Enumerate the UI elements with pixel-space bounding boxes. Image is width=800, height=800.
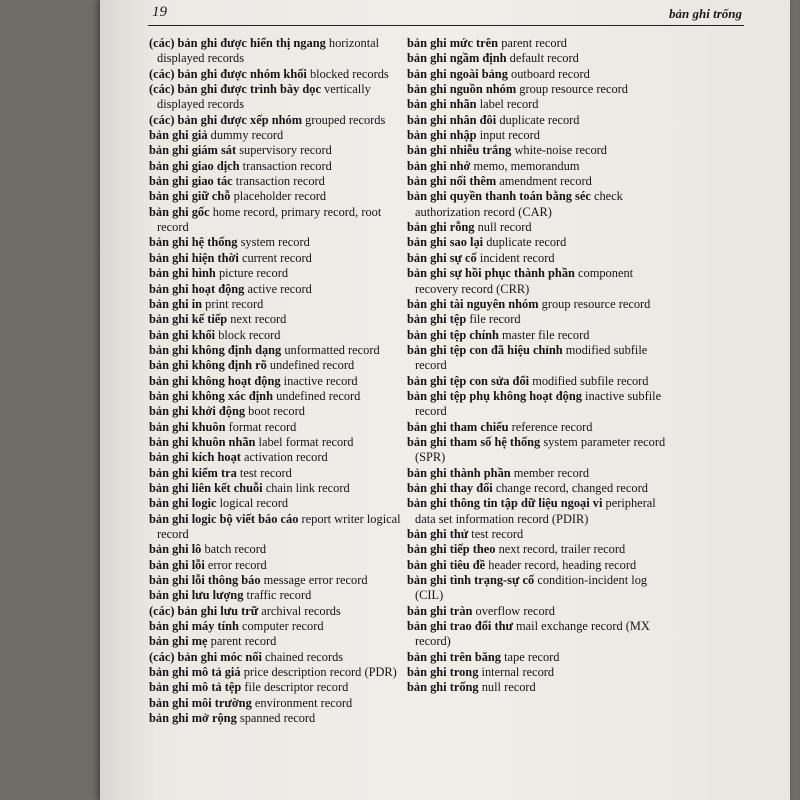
entry-term: bản ghi quyền thanh toán bằng séc: [407, 189, 591, 204]
entry-gloss: format record: [228, 419, 297, 434]
entry-term: bản ghi kế tiếp: [149, 312, 228, 327]
entry-gloss: label format record: [258, 434, 354, 449]
entry-gloss: unformatted record: [284, 342, 380, 357]
entry-term: bản ghi thử: [407, 527, 469, 541]
entry-gloss: component recovery record (CRR): [415, 266, 634, 296]
entry-term: bản ghi tệp: [407, 312, 467, 327]
entry-gloss: environment record: [254, 695, 353, 710]
dictionary-entry: [407, 420, 677, 435]
entry-gloss: file record: [469, 312, 521, 327]
dictionary-entry: [149, 128, 404, 143]
entry-term: bản ghi không xác định: [149, 388, 273, 403]
entry-term: bản ghi thông tin tập dữ liệu ngoại vi: [407, 496, 603, 511]
dictionary-entry: [149, 358, 404, 373]
entry-gloss: grouped records: [305, 112, 386, 127]
entry-term: bản ghi trên băng: [407, 649, 501, 664]
entry-gloss: boot record: [248, 404, 305, 419]
entry-gloss: tape record: [504, 649, 560, 664]
dictionary-entry: [149, 67, 404, 82]
dictionary-entry: [407, 235, 677, 250]
entry-gloss: price description record (PDR): [243, 665, 397, 680]
dictionary-entry: [407, 496, 677, 527]
dictionary-entry: [407, 312, 677, 327]
entry-term: bản ghi tiếp theo: [407, 542, 496, 557]
dictionary-entry: [149, 634, 404, 649]
entry-gloss: inactive subfile record: [415, 388, 662, 419]
dictionary-entry: [149, 450, 404, 465]
entry-term: (các) bản ghi lưu trữ: [149, 603, 259, 618]
dictionary-entry: [407, 527, 677, 542]
entry-term: (các) bản ghi được trình bày dọc: [149, 82, 321, 97]
dictionary-entry: [149, 312, 404, 327]
entry-gloss: undefined record: [269, 358, 355, 373]
entry-gloss: traffic record: [246, 588, 312, 603]
dictionary-entry: [407, 297, 677, 312]
entry-gloss: active record: [247, 281, 312, 296]
entry-term: bản ghi thay đổi: [407, 480, 493, 495]
dictionary-entry: [149, 696, 404, 711]
dictionary-entry: [407, 266, 677, 297]
dictionary-entry: [149, 604, 404, 619]
entry-term: bản ghi nguồn nhóm: [407, 82, 517, 97]
entry-gloss: transaction record: [242, 158, 332, 173]
entry-term: bản ghi kích hoạt: [149, 450, 241, 465]
dictionary-entry: [149, 159, 404, 174]
entry-term: bản ghi tài nguyên nhóm: [407, 296, 539, 311]
entry-term: bản ghi mô tả giá: [149, 665, 241, 680]
entry-gloss: dummy record: [210, 128, 284, 143]
entry-term: bản ghi nhập: [407, 128, 477, 143]
entry-gloss: master file record: [502, 327, 590, 342]
entry-gloss: blocked records: [309, 66, 389, 81]
dictionary-entry: [149, 435, 404, 450]
dictionary-entry: [149, 619, 404, 634]
entry-gloss: next record, trailer record: [498, 542, 626, 557]
entry-term: bản ghi rỗng: [407, 220, 475, 235]
entry-gloss: reference record: [511, 419, 593, 434]
entry-term: bản ghi tham chiếu: [407, 419, 509, 434]
entry-term: bản ghi nhiễu trắng: [407, 143, 512, 158]
entry-gloss: system parameter record (SPR): [415, 434, 666, 465]
entry-term: bản ghi nhân đôi: [407, 112, 497, 127]
entry-term: bản ghi tệp chính: [407, 327, 499, 342]
entry-gloss: check authorization record (CAR): [415, 189, 623, 219]
entry-term: bản ghi hiện thời: [149, 250, 239, 265]
dictionary-entry: [407, 97, 677, 112]
entry-term: bản ghi giám sát: [149, 143, 237, 158]
dictionary-entry: [149, 343, 404, 358]
running-head: bản ghi trống: [669, 6, 742, 21]
entry-gloss: horizontal displayed records: [157, 36, 380, 66]
dictionary-entry: [149, 573, 404, 588]
entry-term: bản ghi lô: [149, 542, 202, 557]
dictionary-entry: [407, 680, 677, 695]
entry-gloss: header record, heading record: [488, 557, 637, 572]
dictionary-entry: [407, 389, 677, 420]
entry-term: bản ghi sự hồi phục thành phần: [407, 266, 575, 281]
entry-term: (các) bản ghi được hiển thị ngang: [149, 36, 326, 50]
entry-term: bản ghi tệp phụ không hoạt động: [407, 388, 582, 403]
entry-term: bản ghi logic bộ viết báo cáo: [149, 511, 299, 526]
dictionary-entry: [407, 650, 677, 665]
entry-term: bản ghi tệp con sửa đổi: [407, 373, 530, 388]
entry-term: bản ghi mô tả tệp: [149, 680, 242, 695]
entry-gloss: home record, primary record, root record: [157, 204, 382, 235]
entry-gloss: change record, changed record: [495, 480, 648, 495]
entry-gloss: group resource record: [541, 296, 651, 311]
dictionary-entry: [149, 36, 404, 67]
entry-gloss: message error record: [263, 573, 368, 588]
dictionary-entry: [149, 481, 404, 496]
dictionary-entry: [407, 665, 677, 680]
dictionary-entry: [407, 604, 677, 619]
entry-gloss: label record: [479, 97, 539, 112]
entry-gloss: test record: [471, 527, 524, 541]
entry-term: bản ghi in: [149, 296, 203, 311]
dictionary-entry: [149, 680, 404, 695]
entry-gloss: null record: [481, 680, 536, 695]
header-rule: [148, 25, 744, 26]
left-column: [149, 36, 404, 726]
dictionary-entry: [149, 496, 404, 511]
dictionary-entry: [149, 297, 404, 312]
entry-gloss: archival records: [261, 603, 341, 618]
entry-term: bản ghi mở rộng: [149, 711, 237, 726]
entry-term: bản ghi kiểm tra: [149, 465, 237, 480]
dictionary-entry: [407, 343, 677, 374]
dictionary-entry: [149, 389, 404, 404]
entry-gloss: modified subfile record: [532, 373, 649, 388]
entry-gloss: default record: [509, 51, 579, 66]
entry-gloss: system record: [240, 235, 310, 250]
entry-term: bản ghi lỗi: [149, 557, 205, 572]
dictionary-entry: [149, 174, 404, 189]
entry-gloss: error record: [207, 557, 267, 572]
entry-gloss: computer record: [241, 619, 324, 634]
entry-gloss: test record: [239, 465, 292, 480]
entry-gloss: memo, memorandum: [473, 158, 580, 173]
entry-term: bản ghi logic: [149, 496, 217, 511]
entry-term: bản ghi mức trên: [407, 36, 499, 50]
dictionary-entry: [407, 542, 677, 557]
dictionary-entry: [407, 159, 677, 174]
entry-gloss: report writer logical record: [157, 511, 401, 541]
dictionary-entry: [407, 466, 677, 481]
dictionary-entry: [407, 189, 677, 220]
entry-term: bản ghi ngoài bảng: [407, 66, 508, 81]
dictionary-entry: [407, 619, 677, 650]
entry-term: (các) bản ghi móc nối: [149, 649, 262, 664]
entry-term: bản ghi không hoạt động: [149, 373, 281, 388]
dictionary-entry: [149, 404, 404, 419]
dictionary-entry: [149, 665, 404, 680]
dictionary-entry: [407, 51, 677, 66]
entry-gloss: vertically displayed records: [157, 82, 371, 112]
entry-term: bản ghi tham số hệ thống: [407, 434, 541, 449]
dictionary-entry: [149, 189, 404, 204]
entry-gloss: overflow record: [475, 603, 555, 618]
dictionary-entry: [149, 711, 404, 726]
entry-gloss: inactive record: [283, 373, 358, 388]
entry-gloss: chain link record: [265, 480, 350, 495]
entry-term: bản ghi khối: [149, 327, 216, 342]
entry-term: bản ghi hoạt động: [149, 281, 245, 296]
entry-gloss: file descriptor record: [244, 680, 349, 695]
dictionary-entry: [149, 205, 404, 236]
entry-term: bản ghi giả: [149, 128, 208, 143]
entry-gloss: incident record: [479, 250, 555, 265]
entry-gloss: null record: [477, 220, 532, 235]
entry-gloss: spanned record: [239, 711, 316, 726]
entry-gloss: batch record: [204, 542, 267, 557]
entry-term: bản ghi trao đổi thư: [407, 619, 513, 634]
dictionary-entry: [149, 512, 404, 543]
entry-term: (các) bản ghi được nhóm khối: [149, 66, 307, 81]
right-column: [407, 36, 677, 696]
dictionary-entry: [149, 466, 404, 481]
dictionary-entry: [407, 220, 677, 235]
entry-gloss: parent record: [501, 36, 567, 50]
dictionary-entry: [149, 328, 404, 343]
entry-term: bản ghi nhớ: [407, 158, 471, 173]
entry-gloss: condition-incident log (CIL): [415, 573, 648, 603]
entry-term: bản ghi gốc: [149, 204, 210, 219]
dictionary-entry: [149, 374, 404, 389]
entry-gloss: picture record: [218, 266, 289, 281]
page-number: 19: [152, 4, 167, 20]
entry-gloss: group resource record: [519, 82, 628, 97]
entry-term: bản ghi lưu lượng: [149, 588, 244, 603]
entry-gloss: duplicate record: [486, 235, 567, 250]
entry-gloss: duplicate record: [499, 112, 580, 127]
dictionary-entry: [407, 435, 677, 466]
dictionary-entry: [407, 328, 677, 343]
entry-term: bản ghi trong: [407, 665, 479, 680]
entry-term: bản ghi tệp con đã hiệu chỉnh: [407, 342, 563, 357]
entry-gloss: transaction record: [235, 174, 325, 189]
dictionary-entry: [149, 558, 404, 573]
entry-term: bản ghi trống: [407, 680, 479, 695]
entry-term: bản ghi nối thêm: [407, 174, 497, 189]
entry-gloss: parent record: [210, 634, 277, 649]
entry-term: bản ghi tràn: [407, 603, 473, 618]
entry-gloss: white-noise record: [514, 143, 607, 158]
dictionary-entry: [407, 174, 677, 189]
entry-gloss: print record: [205, 296, 264, 311]
entry-gloss: placeholder record: [233, 189, 327, 204]
dictionary-entry: [149, 542, 404, 557]
entry-term: bản ghi liên kết chuỗi: [149, 480, 263, 495]
dictionary-entry: [407, 82, 677, 97]
entry-gloss: current record: [241, 250, 312, 265]
entry-gloss: next record: [230, 312, 287, 327]
entry-term: bản ghi môi trường: [149, 695, 252, 710]
entry-term: bản ghi khuôn: [149, 419, 226, 434]
entry-gloss: activation record: [244, 450, 328, 465]
entry-term: bản ghi sự cố: [407, 250, 477, 265]
entry-term: bản ghi lỗi thông báo: [149, 573, 261, 588]
entry-term: bản ghi ngầm định: [407, 51, 507, 66]
entry-term: bản ghi giao tác: [149, 174, 233, 189]
dictionary-entry: [149, 143, 404, 158]
dictionary-entry: [407, 36, 677, 51]
entry-gloss: mail exchange record (MX record): [415, 619, 650, 649]
dictionary-entry: [407, 128, 677, 143]
entry-gloss: input record: [479, 128, 540, 143]
entry-term: bản ghi hình: [149, 266, 216, 281]
entry-term: bản ghi khởi động: [149, 404, 246, 419]
entry-gloss: chained records: [265, 649, 344, 664]
dictionary-entry: [407, 374, 677, 389]
entry-gloss: peripheral data set information record (PDIR): [415, 496, 656, 526]
entry-term: bản ghi tiêu đề: [407, 557, 486, 572]
dictionary-entry: [149, 282, 404, 297]
dictionary-entry: [407, 481, 677, 496]
dictionary-entry: [407, 573, 677, 604]
entry-gloss: block record: [218, 327, 281, 342]
entry-term: bản ghi giao dịch: [149, 158, 240, 173]
entry-gloss: amendment record: [499, 174, 592, 189]
entry-gloss: modified subfile record: [415, 342, 648, 373]
entry-term: bản ghi sao lại: [407, 235, 484, 250]
entry-gloss: supervisory record: [239, 143, 332, 158]
entry-gloss: member record: [513, 465, 590, 480]
entry-term: bản ghi mẹ: [149, 634, 208, 649]
entry-term: (các) bản ghi được xếp nhóm: [149, 112, 303, 127]
dictionary-entry: [149, 266, 404, 281]
dictionary-entry: [149, 251, 404, 266]
entry-term: bản ghi máy tính: [149, 619, 239, 634]
dictionary-entry: [407, 67, 677, 82]
entry-gloss: logical record: [219, 496, 289, 511]
dictionary-entry: [407, 251, 677, 266]
dictionary-entry: [407, 143, 677, 158]
entry-term: bản ghi hệ thống: [149, 235, 238, 250]
dictionary-entry: [149, 420, 404, 435]
entry-term: bản ghi khuôn nhãn: [149, 434, 256, 449]
entry-term: bản ghi nhãn: [407, 97, 477, 112]
dictionary-entry: [149, 113, 404, 128]
entry-term: bản ghi thành phần: [407, 465, 511, 480]
entry-gloss: outboard record: [511, 66, 590, 81]
dictionary-page: [100, 0, 790, 800]
dictionary-entry: [149, 650, 404, 665]
dictionary-entry: [407, 558, 677, 573]
entry-term: bản ghi tình trạng-sự cố: [407, 573, 535, 588]
entry-term: bản ghi không định rõ: [149, 358, 267, 373]
dictionary-entry: [407, 113, 677, 128]
dictionary-entry: [149, 82, 404, 113]
entry-term: bản ghi giữ chỗ: [149, 189, 231, 204]
entry-term: bản ghi không định dạng: [149, 342, 282, 357]
entry-gloss: undefined record: [276, 388, 361, 403]
entry-gloss: internal record: [481, 665, 555, 680]
dictionary-entry: [149, 588, 404, 603]
dictionary-entry: [149, 235, 404, 250]
